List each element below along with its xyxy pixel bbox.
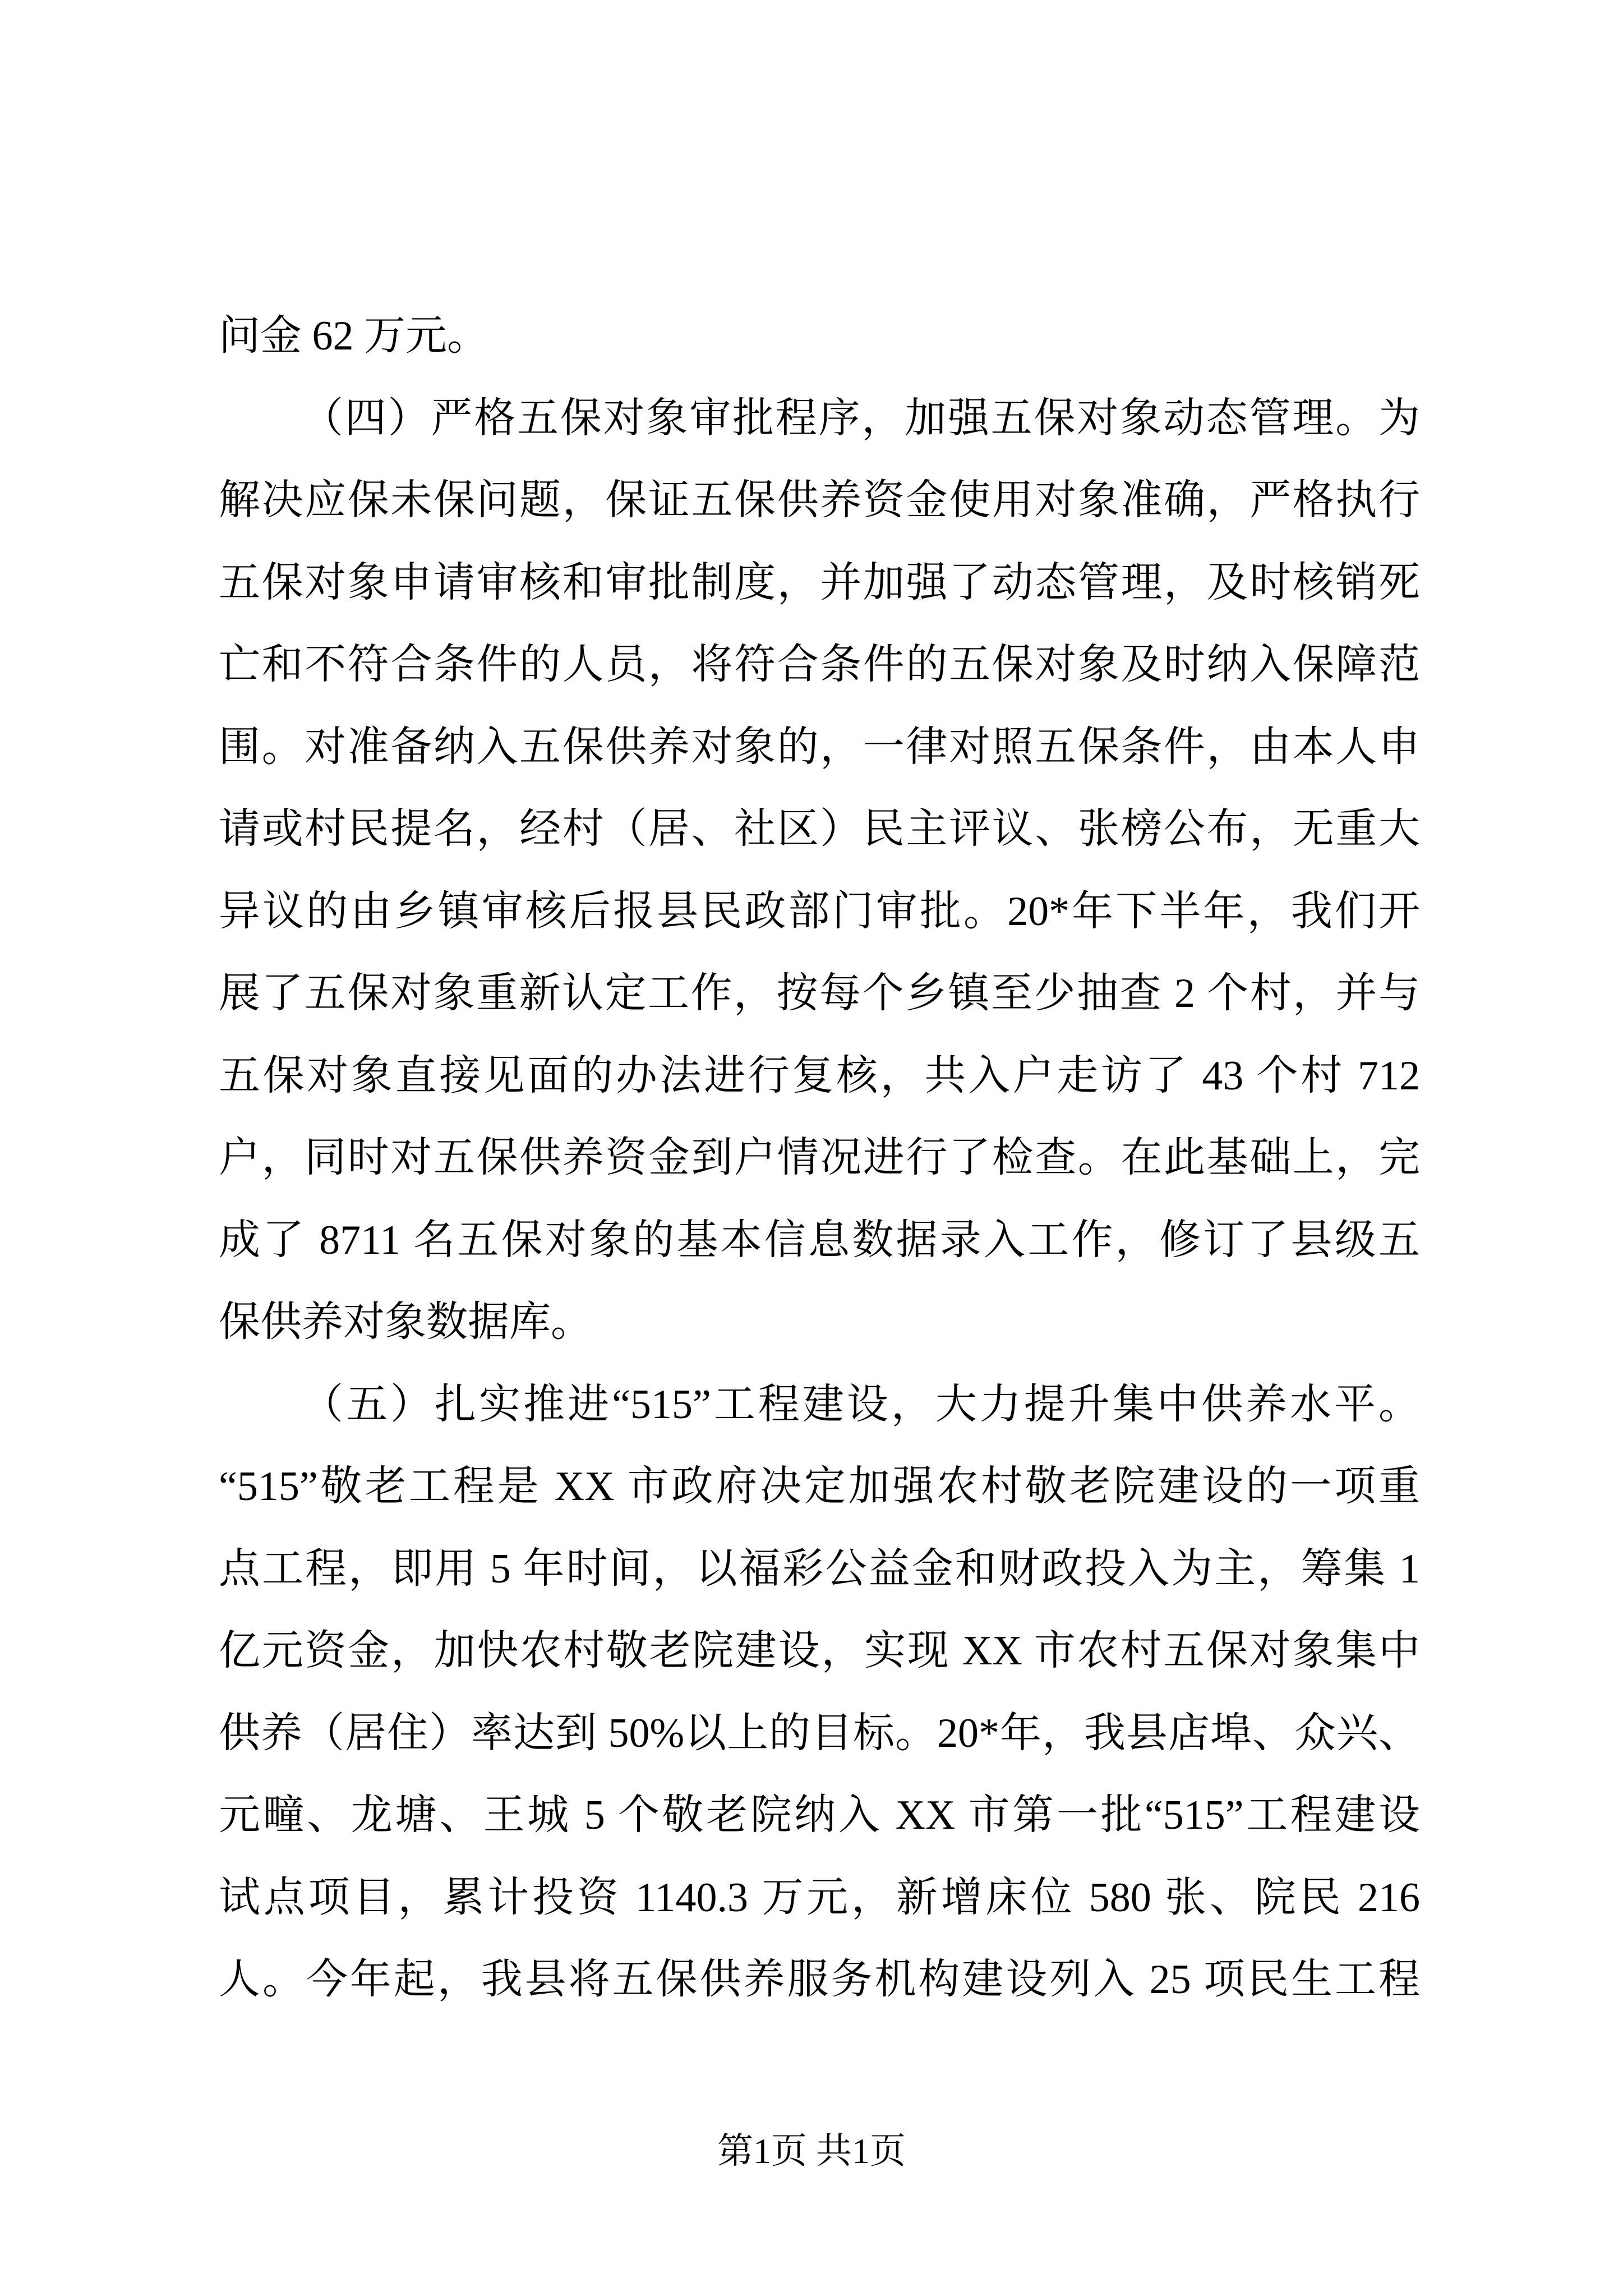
text-line: 户，同时对五保供养资金到户情况进行了检查。在此基础上，完 xyxy=(219,1135,1420,1181)
body-text xyxy=(219,295,1420,2021)
text-line: 亿元资金，加快农村敬老院建设，实现 XX 市农村五保对象集中 xyxy=(219,1628,1420,1674)
text-line: 五保对象直接见面的办法进行复核，共入户走访了 43 个村 712 xyxy=(219,1052,1420,1099)
text-line: 成了 8711 名五保对象的基本信息数据录入工作，修订了县级五 xyxy=(219,1217,1420,1263)
text-line: 供养（居住）率达到 50%以上的目标。20*年，我县店埠、众兴、 xyxy=(219,1710,1420,1756)
page-footer xyxy=(0,2129,1623,2174)
page-number-label: 第1页 共1页 xyxy=(717,2131,906,2171)
text-line: 问金 62 万元。 xyxy=(219,313,488,359)
text-line: 解决应保未保问题，保证五保供养资金使用对象准确，严格执行 xyxy=(219,477,1420,523)
text-line: （五）扎实推进“515”工程建设，大力提升集中供养水平。 xyxy=(302,1381,1420,1428)
text-line: 请或村民提名，经村（居、社区）民主评议、张榜公布，无重大 xyxy=(219,806,1420,852)
text-line: 人。今年起，我县将五保供养服务机构建设列入 25 项民生工程 xyxy=(219,1957,1420,2003)
text-line: “515”敬老工程是 XX 市政府决定加强农村敬老院建设的一项重 xyxy=(219,1464,1420,1510)
text-line: 元疃、龙塘、王城 5 个敬老院纳入 XX 市第一批“515”工程建设 xyxy=(219,1792,1420,1838)
text-line: 异议的由乡镇审核后报县民政部门审批。20*年下半年，我们开 xyxy=(219,888,1420,935)
text-line: 亡和不符合条件的人员，将符合条件的五保对象及时纳入保障范 xyxy=(219,642,1420,688)
text-line: 保供养对象数据库。 xyxy=(219,1299,592,1345)
text-line: （四）严格五保对象审批程序，加强五保对象动态管理。为 xyxy=(302,395,1420,441)
text-line: 点工程，即用 5 年时间，以福彩公益金和财政投入为主，筹集 1 xyxy=(219,1545,1420,1592)
text-line: 五保对象申请审核和审批制度，并加强了动态管理，及时核销死 xyxy=(219,559,1420,606)
text-line: 试点项目，累计投资 1140.3 万元，新增床位 580 张、院民 216 xyxy=(219,1874,1420,1921)
text-line: 围。对准备纳入五保供养对象的，一律对照五保条件，由本人申 xyxy=(219,724,1420,770)
text-line: 展了五保对象重新认定工作，按每个乡镇至少抽查 2 个村，并与 xyxy=(219,970,1420,1016)
